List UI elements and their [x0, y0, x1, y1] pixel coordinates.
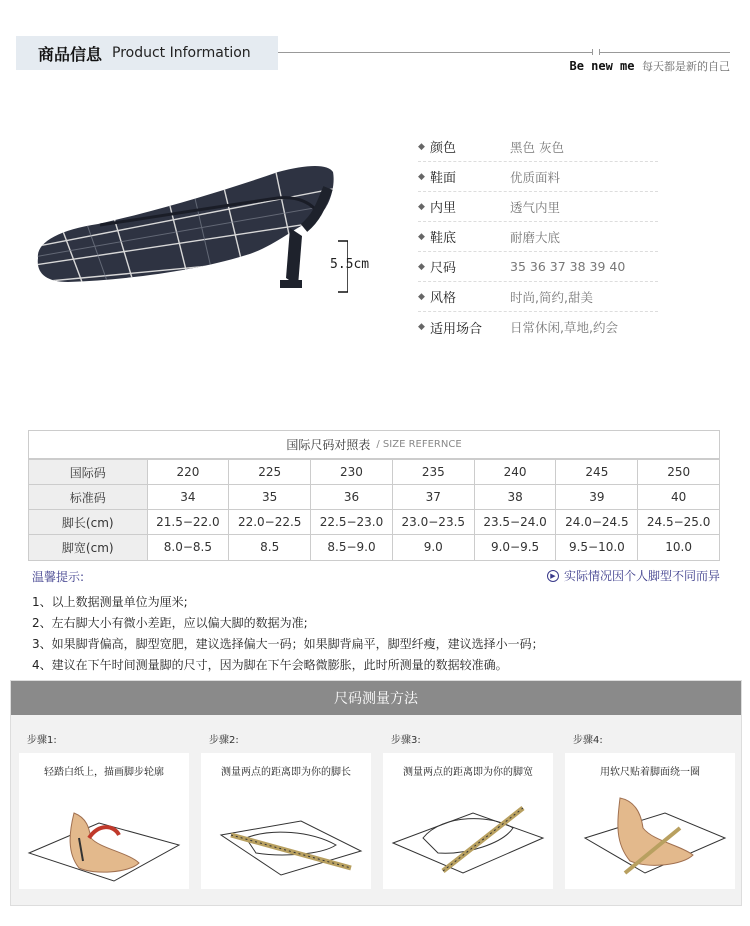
size-cell: 24.5−25.0 [638, 510, 719, 535]
size-cell: 22.5−23.0 [311, 510, 393, 535]
size-cell: 8.5 [229, 535, 311, 560]
measure-step [19, 731, 189, 889]
size-cell: 22.0−22.5 [229, 510, 311, 535]
brand-slogan [569, 58, 730, 74]
measure-title: 尺码测量方法 [11, 681, 741, 715]
tip-note: 1、以上数据测量单位为厘米; [32, 595, 188, 609]
step-label: 步骤3: [391, 735, 421, 746]
size-cell: 235 [392, 460, 474, 485]
size-cell: 220 [147, 460, 229, 485]
spec-value: 耐磨大底 [510, 229, 561, 245]
measure-steps [19, 731, 735, 889]
spec-key: 鞋底 [430, 231, 457, 246]
size-cell: 36 [311, 485, 393, 510]
size-cell: 245 [556, 460, 638, 485]
spec-value: 透气内里 [510, 199, 561, 215]
size-table-title [29, 431, 719, 459]
step-card [565, 753, 735, 889]
size-cell: 38 [474, 485, 556, 510]
header-divider [278, 52, 730, 53]
spec-value: 黑色 灰色 [510, 139, 564, 155]
spec-key: 尺码 [430, 261, 457, 276]
size-grid [29, 459, 719, 560]
measure-method-panel [10, 680, 742, 906]
size-row-label: 国际码 [29, 460, 147, 485]
size-row-label: 脚宽(cm) [29, 535, 147, 560]
measure-step [201, 731, 371, 889]
size-cell: 21.5−22.0 [147, 510, 229, 535]
spec-row [418, 282, 658, 312]
tip-note: 4、建议在下午时间测量脚的尺寸，因为脚在下午会略微膨胀，此时所测量的数据较准确。 [32, 658, 508, 672]
spec-key: 颜色 [430, 141, 457, 156]
step-label: 步骤1: [27, 735, 57, 746]
play-circle-icon: ▶ [547, 570, 559, 582]
spec-value: 优质面料 [510, 169, 561, 185]
size-cell: 230 [311, 460, 393, 485]
section-title-cn: 商品信息 [38, 44, 103, 64]
step-description: 用软尺贴着脚面绕一圈 [600, 767, 700, 778]
tips-right-note-text: 实际情况因个人脚型不同而异 [563, 569, 720, 583]
tip-note: 3、如果脚背偏高，脚型宽肥，建议选择偏大一码；如果脚背扁平，脚型纤瘦，建议选择小一码； [32, 637, 544, 651]
bullet-diamond-icon: ◆ [418, 201, 425, 212]
step-card [201, 753, 371, 889]
spec-key: 风格 [430, 291, 457, 306]
size-row-label: 标准码 [29, 485, 147, 510]
foot-width-illustration [383, 783, 553, 883]
bullet-diamond-icon: ◆ [418, 291, 425, 302]
spec-row [418, 312, 658, 342]
size-cell: 8.5−9.0 [311, 535, 393, 560]
size-reference-table [28, 430, 720, 561]
size-cell: 9.0 [392, 535, 474, 560]
spec-key: 鞋面 [430, 171, 457, 186]
section-title-en: Product Information [112, 45, 251, 61]
size-cell: 9.5−10.0 [556, 535, 638, 560]
measure-step [383, 731, 553, 889]
tips-title: 温馨提示: [32, 570, 85, 584]
bullet-diamond-icon: ◆ [418, 261, 425, 272]
section-header [16, 36, 278, 70]
size-cell: 10.0 [638, 535, 719, 560]
step-card [19, 753, 189, 889]
header-divider-tick [592, 49, 600, 55]
spec-row [418, 222, 658, 252]
size-row [29, 485, 719, 510]
bullet-diamond-icon: ◆ [418, 141, 425, 152]
size-row [29, 460, 719, 485]
spec-value: 日常休闲,草地,约会 [510, 320, 618, 335]
step-card [383, 753, 553, 889]
size-cell: 34 [147, 485, 229, 510]
spec-value: 35 36 37 38 39 40 [510, 259, 626, 274]
size-cell: 240 [474, 460, 556, 485]
spec-row [418, 132, 658, 162]
spec-list [418, 132, 658, 342]
spec-key: 内里 [430, 201, 457, 216]
size-row [29, 510, 719, 535]
slogan-cn: 每天都是新的自己 [642, 60, 730, 73]
measure-step [565, 731, 735, 889]
foot-length-illustration [201, 783, 371, 883]
size-cell: 23.0−23.5 [392, 510, 474, 535]
size-table-title-cn: 国际尺码对照表 [286, 438, 371, 452]
step-description: 测量两点的距离即为你的脚长 [221, 767, 351, 778]
size-cell: 39 [556, 485, 638, 510]
size-cell: 250 [638, 460, 719, 485]
size-table-title-en: / SIZE REFERNCE [376, 439, 462, 450]
foot-circumference-illustration [565, 783, 735, 883]
spec-row [418, 162, 658, 192]
step-description: 轻踏白纸上，描画脚步轮廓 [44, 767, 164, 778]
bullet-diamond-icon: ◆ [418, 322, 425, 332]
step-label: 步骤4: [573, 735, 603, 746]
size-cell: 24.0−24.5 [556, 510, 638, 535]
tips-notes [32, 592, 544, 676]
heel-height-label: 5.5cm [330, 257, 370, 272]
size-cell: 35 [229, 485, 311, 510]
size-cell: 225 [229, 460, 311, 485]
tip-note: 2、左右脚大小有微小差距，应以偏大脚的数据为准; [32, 616, 308, 630]
spec-row [418, 252, 658, 282]
size-cell: 8.0−8.5 [147, 535, 229, 560]
spec-key: 适用场合 [430, 321, 483, 337]
foot-tracing-illustration [19, 783, 189, 883]
spec-value: 时尚,简约,甜美 [510, 289, 593, 305]
slogan-en: Be new me [569, 59, 635, 73]
size-cell: 9.0−9.5 [474, 535, 556, 560]
step-description: 测量两点的距离即为你的脚宽 [403, 767, 533, 778]
size-cell: 40 [638, 485, 719, 510]
size-cell: 23.5−24.0 [474, 510, 556, 535]
size-row-label: 脚长(cm) [29, 510, 147, 535]
bullet-diamond-icon: ◆ [418, 171, 425, 182]
tips-right-note [547, 567, 720, 584]
size-row [29, 535, 719, 560]
spec-row [418, 192, 658, 222]
step-label: 步骤2: [209, 735, 239, 746]
product-shoe-image [28, 158, 348, 298]
bullet-diamond-icon: ◆ [418, 231, 425, 242]
size-cell: 37 [392, 485, 474, 510]
